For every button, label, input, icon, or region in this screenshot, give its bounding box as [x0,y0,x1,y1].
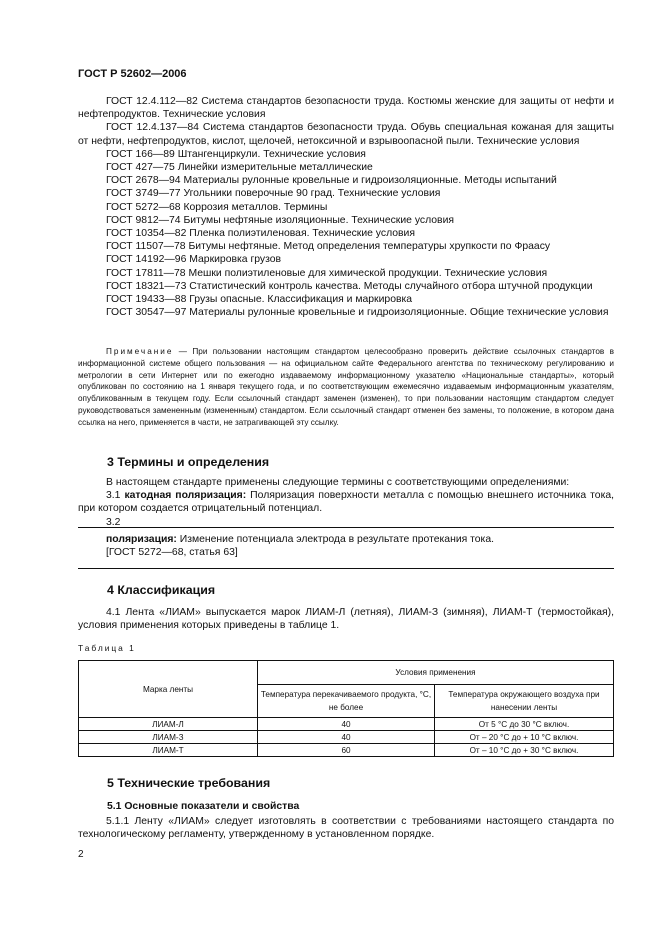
reference-item: ГОСТ 166—89 Штангенциркули. Технические условия [106,148,366,160]
reference-item: ГОСТ 5272—68 Коррозия металлов. Термины [106,201,328,213]
term-definition: Изменение потенциала электрода в результате протекания тока. [179,534,494,545]
reference-item: ГОСТ 3749—77 Угольники поверочные 90 град. Технические условия [106,188,441,200]
table-header-product-temp: Температура перекачиваемого продукта, °С, не более [258,685,435,718]
term-name: поляризация: [106,534,177,545]
table-row [79,731,614,744]
subsection-heading: 5.1 Основные показатели и свойства [107,801,300,812]
term-number: 3.1 [106,490,121,502]
section-5-text: 5.1.1 Ленту «ЛИАМ» следует изготовлять в соответствии с требованиями настоящего стандарта по технологическому регламенту, утвержденному в установленном порядке. [78,816,614,841]
cell-mark: ЛИАМ-З [79,731,258,744]
term-source: [ГОСТ 5272—68, статья 63] [106,547,238,559]
cell-mark: ЛИАМ-Т [79,744,258,757]
reference-item: ГОСТ 30547—97 Материалы рулонные кровельные и гидроизоляционные. Общие технические условия [106,307,609,319]
cell-mark: ЛИАМ-Л [79,718,258,731]
cell-air: От 5 °С до 30 °С включ. [435,718,614,731]
document-header: ГОСТ Р 52602—2006 [78,68,187,80]
table-row [79,744,614,757]
reference-item: ГОСТ 427—75 Линейки измерительные металлические [106,162,373,174]
section-4-heading: 4 Классификация [107,583,216,597]
section-4-body [78,606,614,632]
section-4-text: 4.1 Лента «ЛИАМ» выпускается марок ЛИАМ-Л (летняя), ЛИАМ-З (зимняя), ЛИАМ-Т (термостойкая), условия применения которых приведены в таблице 1. [78,607,614,632]
cell-air: От – 10 °С до + 30 °С включ. [435,744,614,757]
note-text: — При пользовании настоящим стандартом целесообразно проверить действие ссылочных стандартов в информационной системе общего пользования — на официальном сайте Федерального агентства по техническому регулированию и метрологии в сети Интернет или по ежегодно издаваемому информационному указателю «Национальные стандарты», который опубликован по состоянию на 1 января текущего года, и по соответствующим ежемесячно издаваемым информационным указателям, опубликованным в текущем году. Если ссылочный стандарт заменен (изменен), то при пользовании настоящим стандартом следует руководствоваться замененным (измененным) стандартом. Если ссылочный стандарт отменен без замены, то положение, в котором дана ссылка на него, применяется в части, не затрагивающей эту ссылку. [78,347,614,427]
term-definition: Поляризация поверхности металла с помощью внешнего источника тока, при котором создается отрицательный потенциал. [78,490,615,515]
table-row [79,718,614,731]
section-3-heading: 3 Термины и определения [107,455,270,469]
cell-air: От – 20 °С до + 10 °С включ. [435,731,614,744]
reference-item: ГОСТ 12.4.137—84 Система стандартов безопасности труда. Обувь специальная кожаная для защиты от нефти, нефтепродуктов, кислот, щелочей, нетоксичной и взрывоопасной пыли. Технические условия [78,122,614,147]
table-header-mark: Марка ленты [79,661,258,718]
section-5-body [78,815,614,841]
term-box [78,527,614,569]
section-3-body [78,476,614,529]
reference-item: ГОСТ 12.4.112—82 Система стандартов безопасности труда. Костюмы женские для защиты от нефти и нефтепродуктов. Технические условия [78,96,614,121]
note-label: Примечание [106,347,174,356]
cell-product: 60 [258,744,435,757]
section-5-heading: 5 Технические требования [107,776,271,790]
reference-item: ГОСТ 18321—73 Статистический контроль качества. Методы случайного отбора штучной продукции [106,280,593,292]
table-1 [78,660,614,757]
reference-item: ГОСТ 11507—78 Битумы нефтяные. Метод определения температуры хрупкости по Фраасу [106,241,551,253]
reference-item: ГОСТ 14192—96 Маркировка грузов [106,254,282,266]
page-number: 2 [78,849,84,860]
cell-product: 40 [258,731,435,744]
section-3-intro: В настоящем стандарте применены следующие термины с соответствующими определениями: [106,477,570,488]
note-block [78,346,614,429]
reference-item: ГОСТ 10354—82 Пленка полиэтиленовая. Технические условия [106,228,415,240]
term-name: катодная поляризация: [124,490,247,502]
reference-item: ГОСТ 17811—78 Мешки полиэтиленовые для химической продукции. Технические условия [106,267,548,279]
reference-item: ГОСТ 2678—94 Материалы рулонные кровельные и гидроизоляционные. Методы испытаний [106,175,557,187]
table-caption: Таблица 1 [78,643,136,653]
references-list [78,95,614,319]
table-header-air-temp: Температура окружающего воздуха при нанесении ленты [435,685,614,718]
reference-item: ГОСТ 19433—88 Грузы опасные. Классификация и маркировка [106,294,413,306]
term-number: 3.2 [106,516,121,528]
table-header-group: Условия применения [258,661,614,685]
reference-item: ГОСТ 9812—74 Битумы нефтяные изоляционные. Технические условия [106,214,454,226]
cell-product: 40 [258,718,435,731]
